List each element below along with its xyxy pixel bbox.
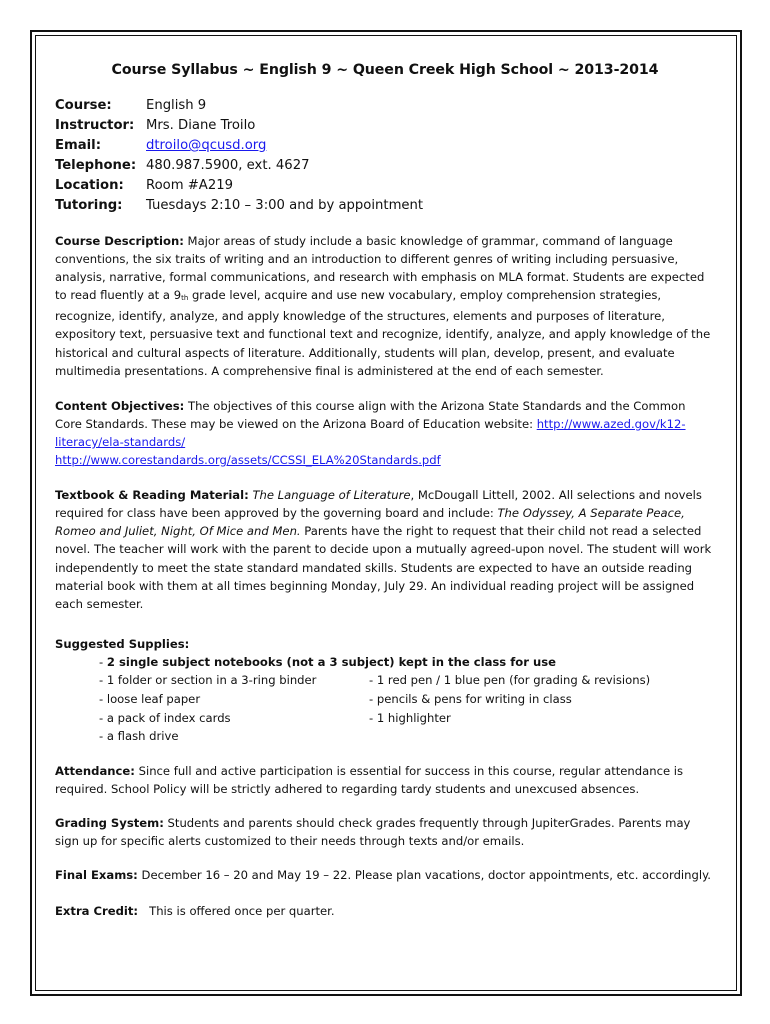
supply-dash: - (99, 654, 107, 669)
content-objectives (55, 397, 715, 469)
ordinal-suffix: th (181, 294, 189, 303)
syllabus-document (55, 62, 715, 920)
supply-item: - pencils & pens for writing in class (369, 692, 572, 707)
course-description (55, 232, 715, 380)
final-exams-section (55, 866, 715, 884)
final-exams-text: December 16 – 20 and May 19 – 22. Please plan vacations, doctor appointments, etc. accordingly. (137, 868, 711, 883)
supply-row (99, 690, 715, 709)
course-label: Course: (55, 98, 112, 113)
supply-item (99, 653, 715, 672)
grading-label: Grading System: (55, 816, 164, 831)
page-title: Course Syllabus ~ English 9 ~ Queen Creek High School ~ 2013-2014 (111, 62, 659, 78)
attendance-label: Attendance: (55, 763, 135, 778)
supply-item: - a flash drive (99, 729, 179, 744)
instructor-row (55, 116, 715, 136)
textbook-text-a: , McDougall Littell, 2002. All selections and novels required for class have been approved by the governing board and include: (55, 488, 702, 521)
telephone-row (55, 156, 715, 176)
course-info (55, 96, 715, 216)
supply-item: - 1 red pen / 1 blue pen (for grading & revisions) (369, 673, 651, 688)
instructor-label: Instructor: (55, 118, 135, 133)
location-row (55, 176, 715, 196)
supply-item: - loose leaf paper (99, 692, 201, 707)
location-label: Location: (55, 178, 124, 193)
extra-credit-text: This is offered once per quarter. (138, 904, 335, 919)
attendance-text: Since full and active participation is essential for success in this course, regular attendance is required. School Policy will be strictly adhered to regarding tardy students and unexcused absences. (55, 763, 684, 796)
email-row (55, 136, 715, 156)
email-link[interactable]: dtroilo@qcusd.org (146, 138, 267, 153)
supply-item: - a pack of index cards (99, 710, 231, 725)
textbook-title: The Language of Literature (252, 488, 411, 503)
supply-row (99, 709, 715, 728)
course-description-label: Course Description: (55, 234, 184, 248)
tutoring-value: Tuesdays 2:10 – 3:00 and by appointment (146, 198, 424, 213)
telephone-value: 480.987.5900, ext. 4627 (146, 158, 310, 173)
novel-list: The Odyssey, A Separate Peace, Romeo and Juliet, Night, Of Mice and Men. (55, 506, 685, 539)
email-label: Email: (55, 138, 101, 153)
extra-credit-label: Extra Credit: (55, 904, 139, 919)
course-row (55, 96, 715, 116)
content-objectives-label: Content Objectives: (55, 398, 185, 413)
textbook-text-b: Parents have the right to request that their child not read a selected novel. The teacher will work with the parent to decide upon a mutually agreed-upon novel. The student will work independently to meet the state standard mandated skills. Students are expected to have an outside reading material book with them at all times beginning Monday, July 29. An individual reading project will be assigned each semester. (55, 524, 712, 611)
course-value: English 9 (146, 98, 207, 113)
grading-section (55, 814, 715, 850)
course-description-text-a: Major areas of study include a basic knowledge of grammar, command of language conventions, the six traits of writing and an introduction to different genres of writing including persuasive, analysis, narrative, formal communications, and research with emphasis on MLA format. Students are expected to read fluently at a 9 (55, 234, 705, 303)
instructor-value: Mrs. Diane Troilo (146, 118, 256, 133)
supply-row (99, 727, 715, 746)
supplies-section (55, 635, 715, 746)
location-value: Room #A219 (146, 178, 233, 193)
final-exams-label: Final Exams: (55, 868, 138, 883)
grading-text: Students and parents should check grades frequently through JupiterGrades. Parents may sign up for specific alerts customized to their needs through texts and/or emails. (55, 816, 691, 849)
course-description-text-b: grade level, acquire and use new vocabulary, employ comprehension strategies, recognize, identify, analyze, and apply knowledge of the structures, elements and purposes of literature, expository text, persuasive text and functional text and recognize, identify, analyze, and apply knowledge of the historical and cultural aspects of literature. Additionally, students will plan, develop, present, and evaluate multimedia presentations. A comprehensive final is administered at the end of each semester. (55, 288, 711, 378)
corestandards-link[interactable]: http://www.corestandards.org/assets/CCSSI_ELA%20Standards.pdf (55, 453, 441, 468)
textbook-label: Textbook & Reading Material: (55, 488, 249, 503)
content-objectives-text: The objectives of this course align with the Arizona State Standards and the Common Core Standards. These may be viewed on the Arizona Board of Education website: (55, 398, 686, 431)
supplies-list (99, 653, 715, 746)
supplies-label: Suggested Supplies: (55, 636, 190, 651)
supply-item: - 1 folder or section in a 3-ring binder (99, 673, 317, 688)
supply-item: - 1 highlighter (369, 710, 451, 725)
telephone-label: Telephone: (55, 158, 137, 173)
attendance-section (55, 762, 715, 798)
tutoring-label: Tutoring: (55, 198, 123, 213)
textbook-section (55, 486, 715, 613)
supply-notebooks: 2 single subject notebooks (not a 3 subject) kept in the class for use (106, 654, 557, 669)
extra-credit-section (55, 902, 715, 920)
tutoring-row (55, 196, 715, 216)
supply-row (99, 671, 715, 690)
azed-standards-link[interactable]: http://www.azed.gov/k12-literacy/ela-standards/ (55, 416, 686, 449)
